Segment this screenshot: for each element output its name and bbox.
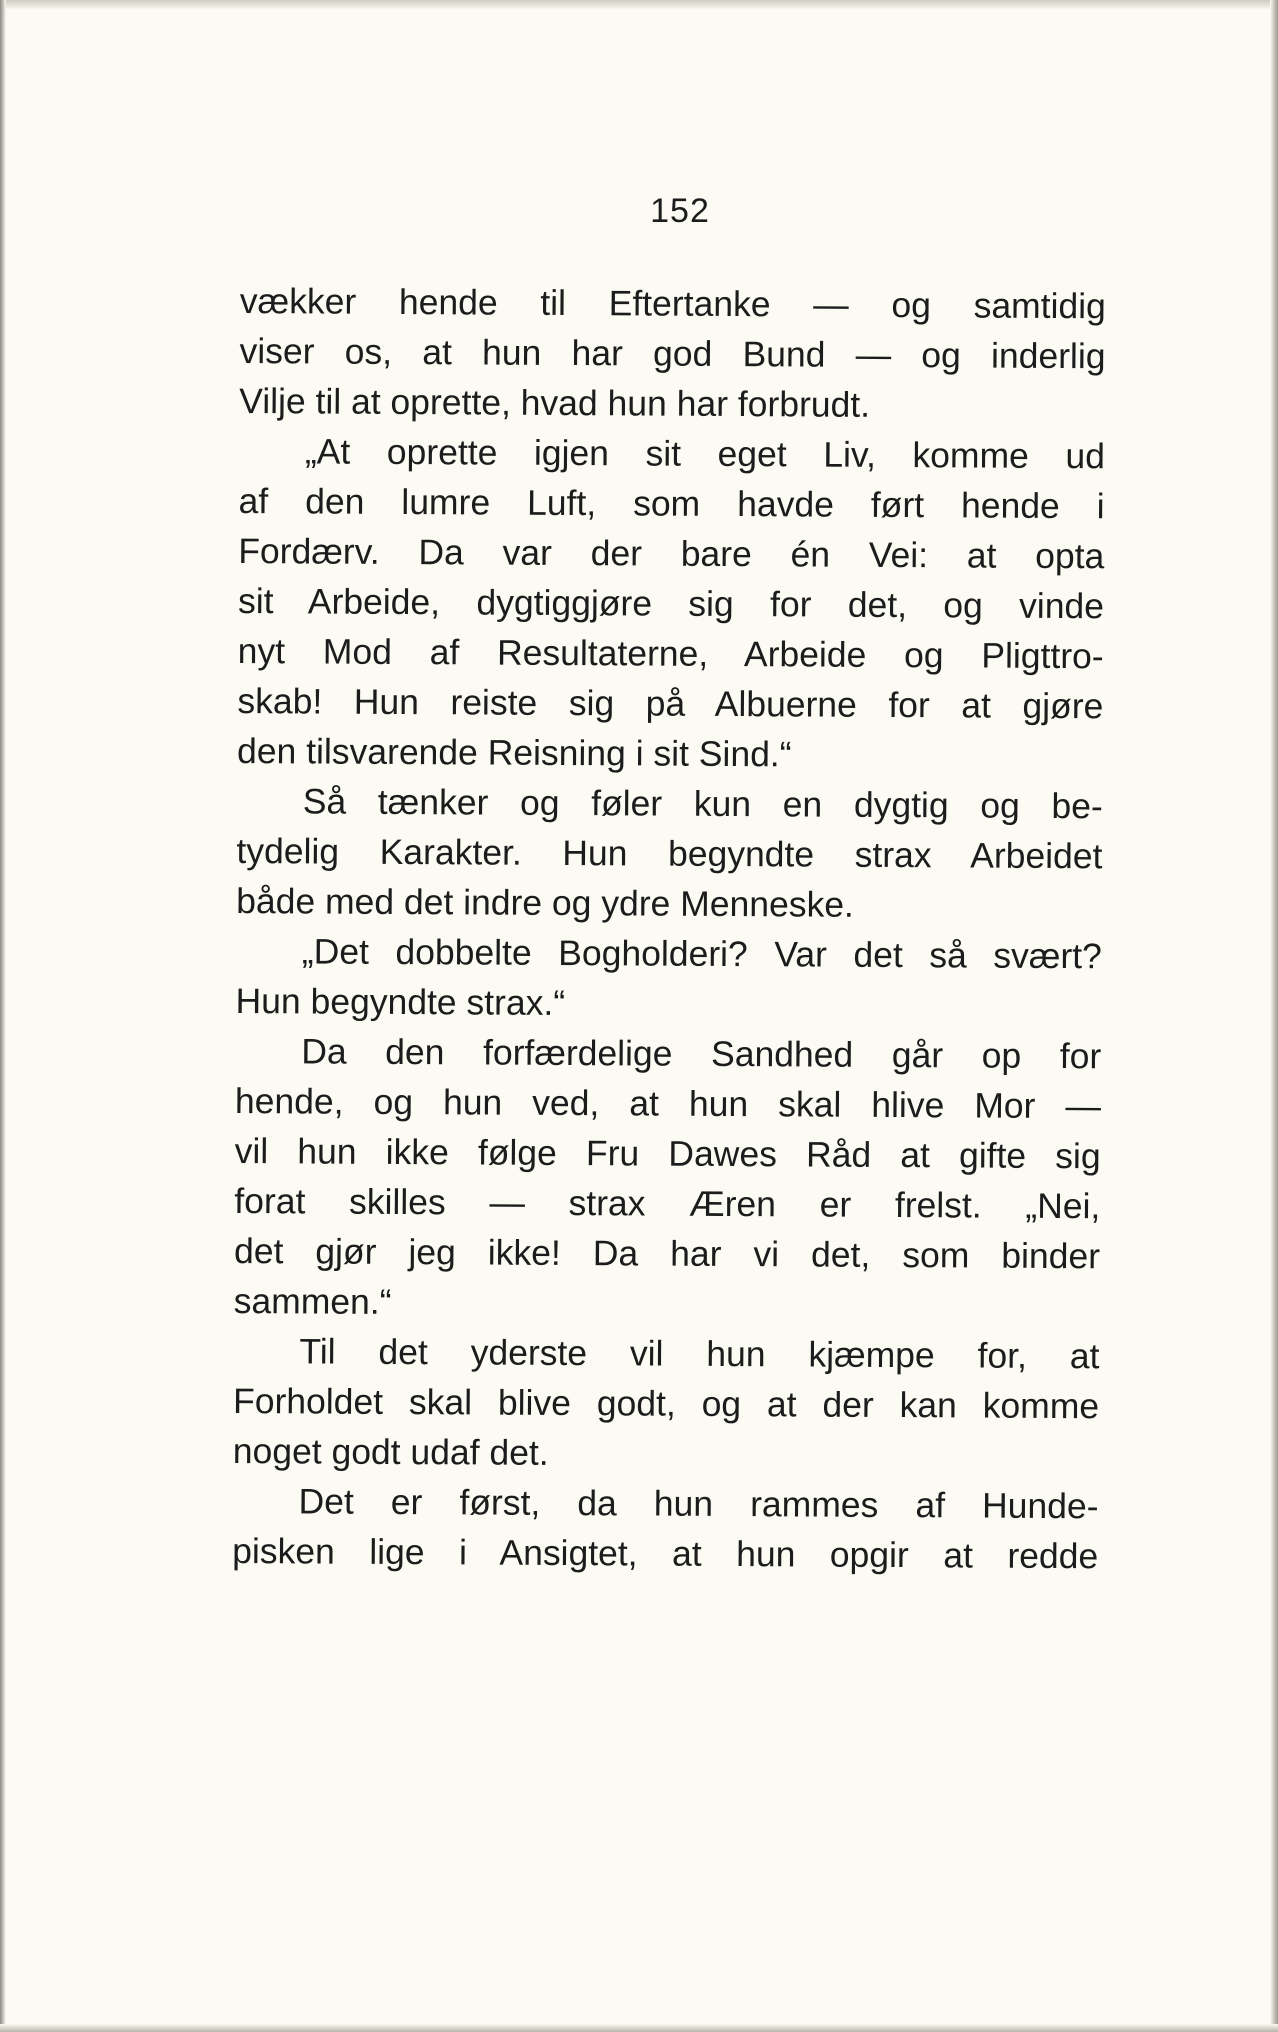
text-line: hende, og hun ved, at hun skal hlive Mor — (234, 1080, 1102, 1127)
text-line: „At oprette igjen sit eget Liv, komme ud (304, 431, 1106, 477)
text-line: pisken lige i Ansigtet, at hun opgir at redde (232, 1530, 1099, 1577)
text-line: den tilsvarende Reisning i sit Sind.“ (236, 730, 792, 775)
text-line: Forholdet skal blive godt, og at der kan komme (233, 1380, 1100, 1427)
text-line: Til det yderste vil hun kjæmpe for, at (299, 1331, 1100, 1377)
text-line: Så tænker og føler kun en dygtig og be- (302, 781, 1103, 827)
body-text (232, 276, 1106, 1581)
page-edge-bottom (0, 2024, 1278, 2032)
text-line: Vilje til at oprette, hvad hun har forbrudt. (239, 380, 871, 425)
page-edge-right (1270, 0, 1278, 2032)
text-line: nyt Mod af Resultaterne, Arbeide og Pligttro- (237, 630, 1104, 677)
text-line: „Det dobbelte Bogholderi? Var det så svært? (301, 931, 1102, 977)
text-line: sit Arbeide, dygtiggjøre sig for det, og vinde (237, 580, 1105, 627)
text-line: af den lumre Luft, som havde ført hende i (238, 480, 1105, 527)
text-line: vil hun ikke følge Fru Dawes Råd at gifte sig (234, 1130, 1101, 1177)
page-edge-left (0, 0, 6, 2032)
text-line: både med det indre og ydre Menneske. (236, 880, 854, 925)
page-number: 152 (650, 192, 710, 230)
text-line: Det er først, da hun rammes af Hunde- (298, 1481, 1099, 1527)
text-line: vækker hende til Eftertanke — og samtidig (239, 280, 1106, 327)
text-line: Hun begyndte strax.“ (235, 980, 566, 1023)
text-line: sammen.“ (233, 1280, 392, 1322)
text-line: forat skilles — strax Æren er frelst. „Nei, (234, 1180, 1101, 1227)
text-line: noget godt udaf det. (232, 1430, 549, 1473)
text-line: Da den forfærdelige Sandhed går op for (301, 1031, 1102, 1077)
text-line: skab! Hun reiste sig på Albuerne for at gjøre (237, 680, 1104, 727)
text-line: viser os, at hun har god Bund — og inderlig (239, 330, 1106, 377)
text-line: det gjør jeg ikke! Da har vi det, som binder (233, 1230, 1101, 1277)
page-edge-top (0, 0, 1278, 10)
text-line: tydelig Karakter. Hun begyndte strax Arbeidet (236, 830, 1103, 877)
text-line: Fordærv. Da var der bare én Vei: at opta (238, 530, 1105, 577)
